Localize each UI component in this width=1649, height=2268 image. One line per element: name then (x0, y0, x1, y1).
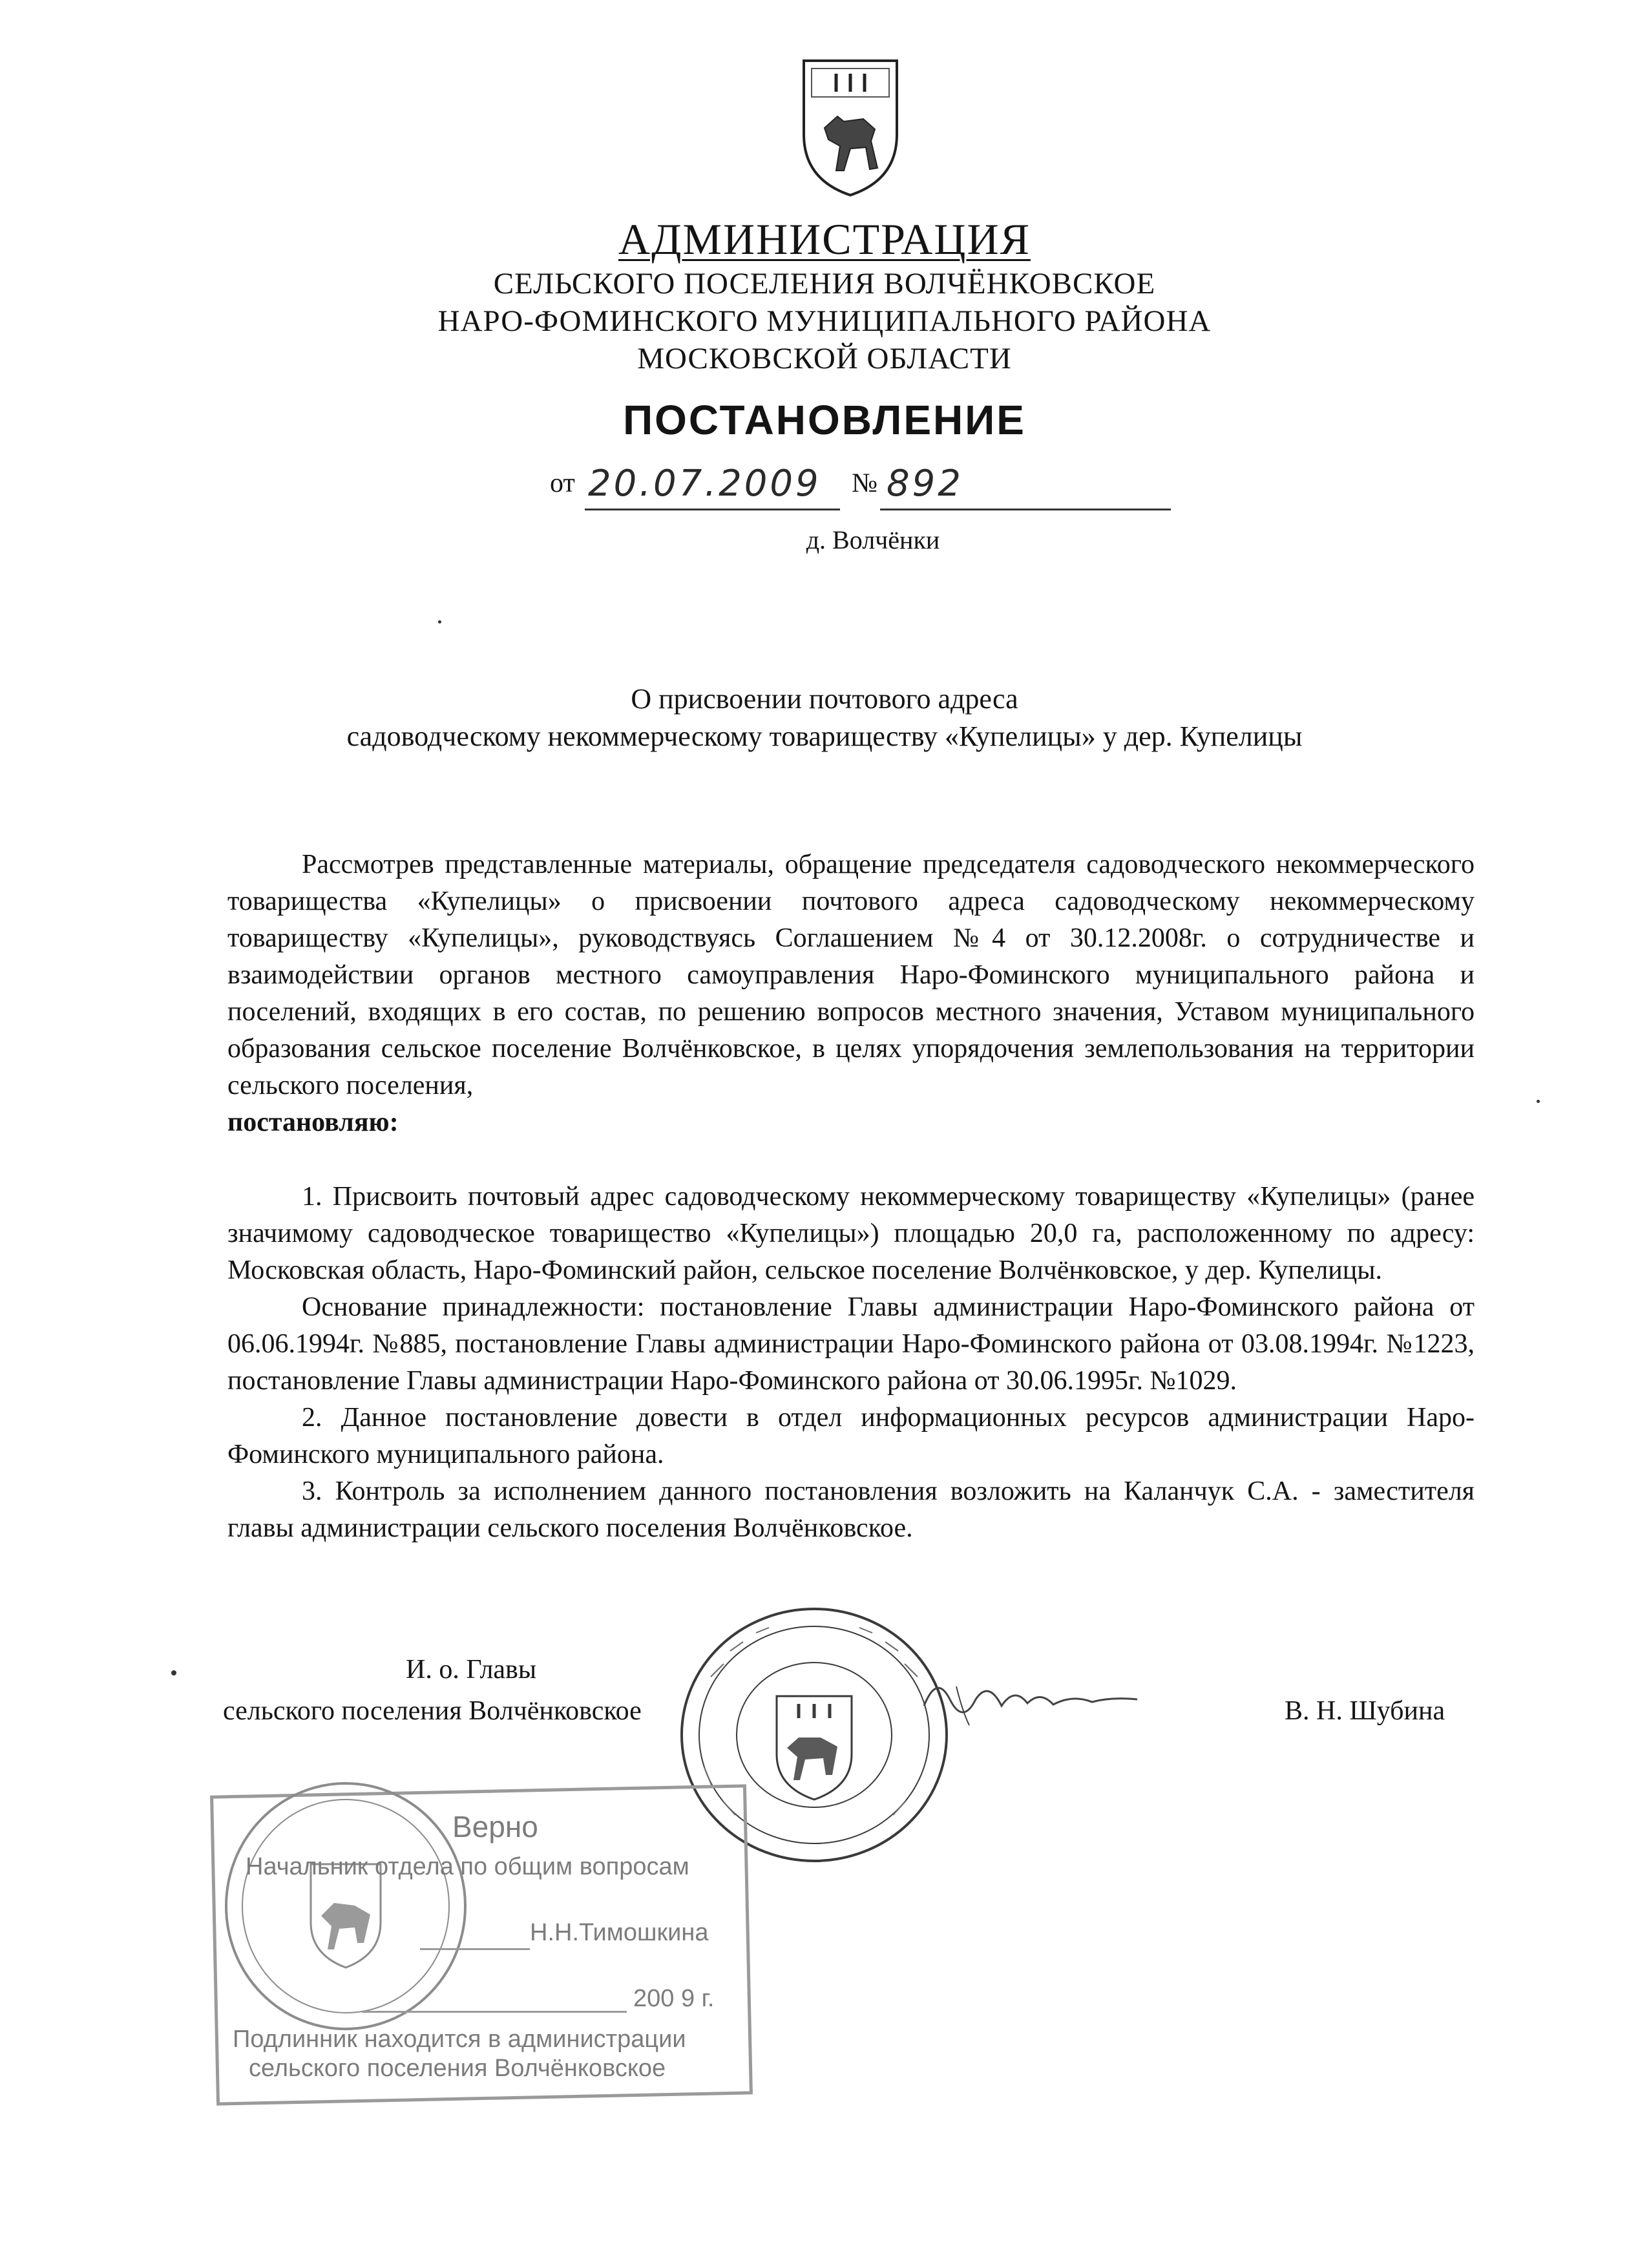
subject-line-2: садоводческому некоммерческому товариществу «Купелицы» у дер. Купелицы (346, 720, 1303, 752)
number-underline (880, 509, 1171, 510)
document-type-title: ПОСТАНОВЛЕНИЕ (623, 397, 1026, 443)
item-3-paragraph: 3. Контроль за исполнением данного постановления возложить на Каланчук С.А. - заместителя главы администрации сельского поселения Волчёнковское. (227, 1476, 1475, 1543)
number-label: № (852, 468, 878, 498)
scan-speck (438, 620, 441, 624)
date-label: от (550, 468, 575, 498)
scan-speck (171, 1670, 176, 1675)
certification-position: Начальник отдела по общим вопросам (246, 1853, 689, 1880)
certification-verified-label: Верно (452, 1810, 538, 1843)
header-line-2: НАРО-ФОМИНСКОГО МУНИЦИПАЛЬНОГО РАЙОНА (437, 304, 1212, 338)
item-1-paragraph: 1. Присвоить почтовый адрес садоводческому некоммерческому товариществу «Купелицы» (ранее значимому садоводческое товарищество «Купелицы») площадью 20,0 га, расположенному по адресу: Московская область, Наро-Фоминский район, сельское поселение Волчёнковское, у дер. Купелицы. (227, 1182, 1475, 1285)
coat-of-arms-icon (799, 57, 902, 199)
signatory-name: В. Н. Шубина (1285, 1696, 1445, 1726)
resolve-word: постановляю: (227, 1108, 399, 1137)
date-value: 20.07.2009 (588, 463, 821, 505)
basis-paragraph: Основание принадлежности: постановление Главы администрации Наро-Фоминского района от 06.06.1994г. №885, постановление Главы администрации Наро-Фоминского района от 03.08.1994г. №1223, постановление Главы администрации Наро-Фоминского района от 30.06.1995г. №1029. (227, 1292, 1475, 1396)
item-2-paragraph: 2. Данное постановление довести в отдел информационных ресурсов администрации Наро-Фоминского муниципального района. (227, 1403, 1475, 1469)
certification-date-line (362, 2011, 627, 2013)
certification-signature-line (420, 1948, 530, 1950)
certification-signer: Н.Н.Тимошкина (530, 1919, 709, 1946)
resolution-body (227, 846, 1475, 1547)
small-seal-icon (216, 1774, 475, 2039)
number-value: 892 (887, 463, 963, 505)
handwritten-signature-icon (918, 1661, 1150, 1738)
date-underline (585, 509, 840, 510)
certification-original-location: Подлинник находится в администрации (233, 2026, 686, 2053)
certification-original-location-org: сельского поселения Волчёнковское (249, 2055, 666, 2082)
certification-year: 200 9 г. (633, 1985, 715, 2012)
preamble-paragraph (227, 846, 1475, 1141)
administration-title: АДМИНИСТРАЦИЯ (618, 215, 1031, 264)
preamble-text: Рассмотрев представленные материалы, обращение председателя садоводческого некоммерческого товарищества «Купелицы» о присвоении почтового адреса садоводческому некоммерческому товариществу «Купелицы», руководствуясь Соглашением №4 от 30.12.2008г. о сотрудничестве и взаимодействии органов местного самоуправления Наро-Фоминского муниципального района и поселений, входящих в его состав, по решению вопросов местного значения, Уставом муниципального образования сельское поселение Волчёнковское, в целях упорядочения землепользования на территории сельского поселения, (227, 850, 1475, 1100)
header-line-1: СЕЛЬСКОГО ПОСЕЛЕНИЯ ВОЛЧЁНКОВСКОЕ (493, 267, 1156, 300)
header-line-3: МОСКОВСКОЙ ОБЛАСТИ (637, 342, 1012, 375)
place-of-issue: д. Волчёнки (806, 525, 940, 554)
signatory-role: И. о. Главы (406, 1655, 537, 1685)
subject-line-1: О присвоении почтового адреса (631, 683, 1018, 715)
signatory-organization: сельского поселения Волчёнковское (223, 1696, 642, 1726)
scan-speck (1537, 1100, 1540, 1103)
